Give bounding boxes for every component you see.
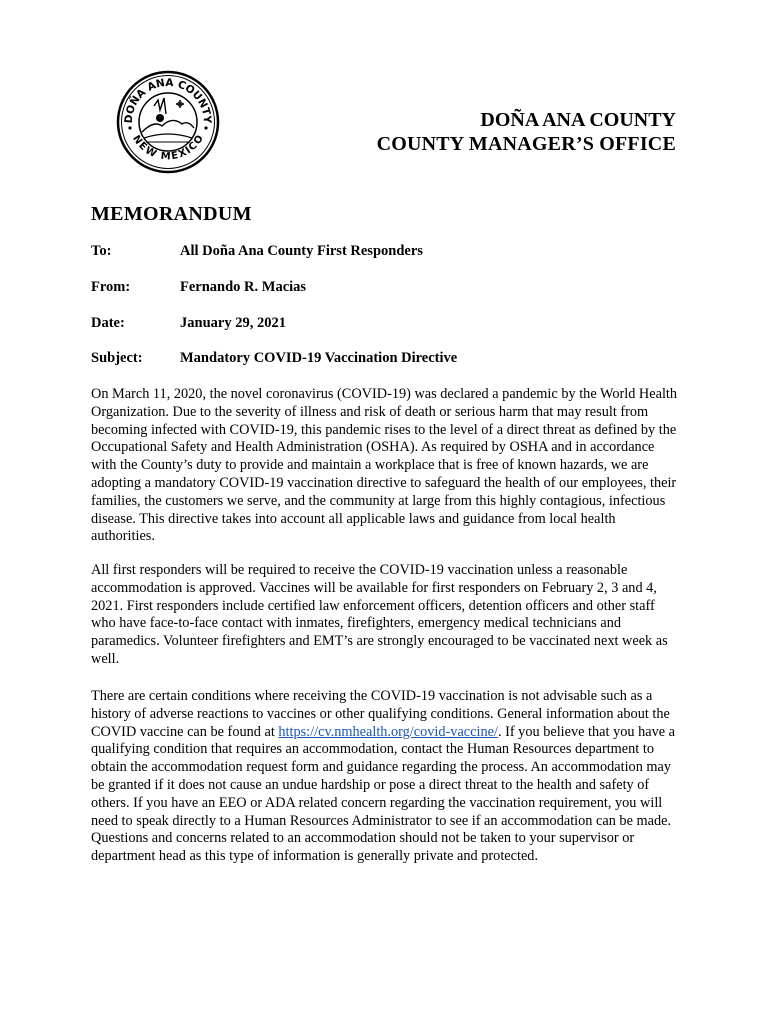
paragraph-text: All first responders will be required to receive the COVID-19 vaccination unless a reasonable accommodation is approved. Vaccines will be available for first responders on February 2, 3 and 4, 2021. First responders include certified law enforcement officers, detention officers and other staff who have face-to-face contact with inmates, firefighters, emergency medical technicians and paramedics. Volunteer firefighters and EMT’s are strongly encouraged to be vaccinated next week as well.: [91, 562, 668, 667]
to-value: All Doña Ana County First Responders: [180, 243, 423, 259]
seal-bottom-text: NEW MEXICO: [130, 133, 206, 163]
body-paragraph-2: [91, 562, 681, 669]
paragraph-text: [91, 688, 681, 866]
to-label: To:: [91, 243, 112, 259]
body-paragraph-1: [91, 386, 681, 546]
date-value: January 29, 2021: [180, 315, 286, 331]
paragraph-text-before-link: There are certain conditions where receiving the COVID-19 vaccination is not advisable such as a history of adverse reactions to vaccines or other qualifying conditions. General information about the COVID vaccine can be found at: [91, 688, 670, 740]
subject-label: Subject:: [91, 350, 143, 366]
county-seal-logo: [116, 70, 220, 174]
covid-vaccine-link[interactable]: https://cv.nmhealth.org/covid-vaccine/: [278, 723, 498, 740]
from-value: Fernando R. Macias: [180, 279, 307, 295]
seal-top-text: DOÑA ANA COUNTY: [122, 76, 214, 124]
subject-value: Mandatory COVID-19 Vaccination Directive: [180, 350, 458, 366]
svg-text:NEW MEXICO: [130, 133, 206, 162]
from-label: From:: [91, 279, 131, 295]
paragraph-text-after-link: . If you believe that you have a qualifying condition that requires an accommodation, contact the Human Resources department to obtain the accommodation request form and guidance regarding the process. An accommodation may be granted if it does not cause an undue hardship or pose a direct threat to the health and safety of others. If you have an EEO or ADA related concern regarding the vaccination requirement, you will need to speak directly to a Human Resources Administrator to see if an accommodation can be made. Questions and concerns related to an accommodation should not be taken to your supervisor or department head as this type of information is generally private and protected.: [91, 723, 675, 865]
org-heading: [377, 108, 676, 156]
date-label: Date:: [91, 315, 125, 331]
org-name: DOÑA ANA COUNTY: [480, 109, 676, 131]
memo-title: MEMORANDUM: [91, 203, 252, 225]
seal-scene-icon: [142, 98, 194, 142]
paragraph-text: On March 11, 2020, the novel coronavirus (COVID-19) was declared a pandemic by the World Health Organization. Due to the severity of illness and risk of death or serious harm that may result from becoming infected with COVID-19, this pandemic rises to the level of a direct threat as defined by the Occupational Safety and Health Administration (OSHA). As required by OSHA and in accordance with the County’s duty to provide and maintain a workplace that is free of known hazards, we are adopting a mandatory COVID-19 vaccination directive to safeguard the health of our employees, their families, the customers we serve, and the community at large from this highly contagious, infectious disease. This directive takes into account all applicable laws and guidance from local health authorities.: [91, 386, 678, 545]
office-name: COUNTY MANAGER’S OFFICE: [376, 133, 676, 155]
body-paragraph-3: [91, 688, 681, 866]
